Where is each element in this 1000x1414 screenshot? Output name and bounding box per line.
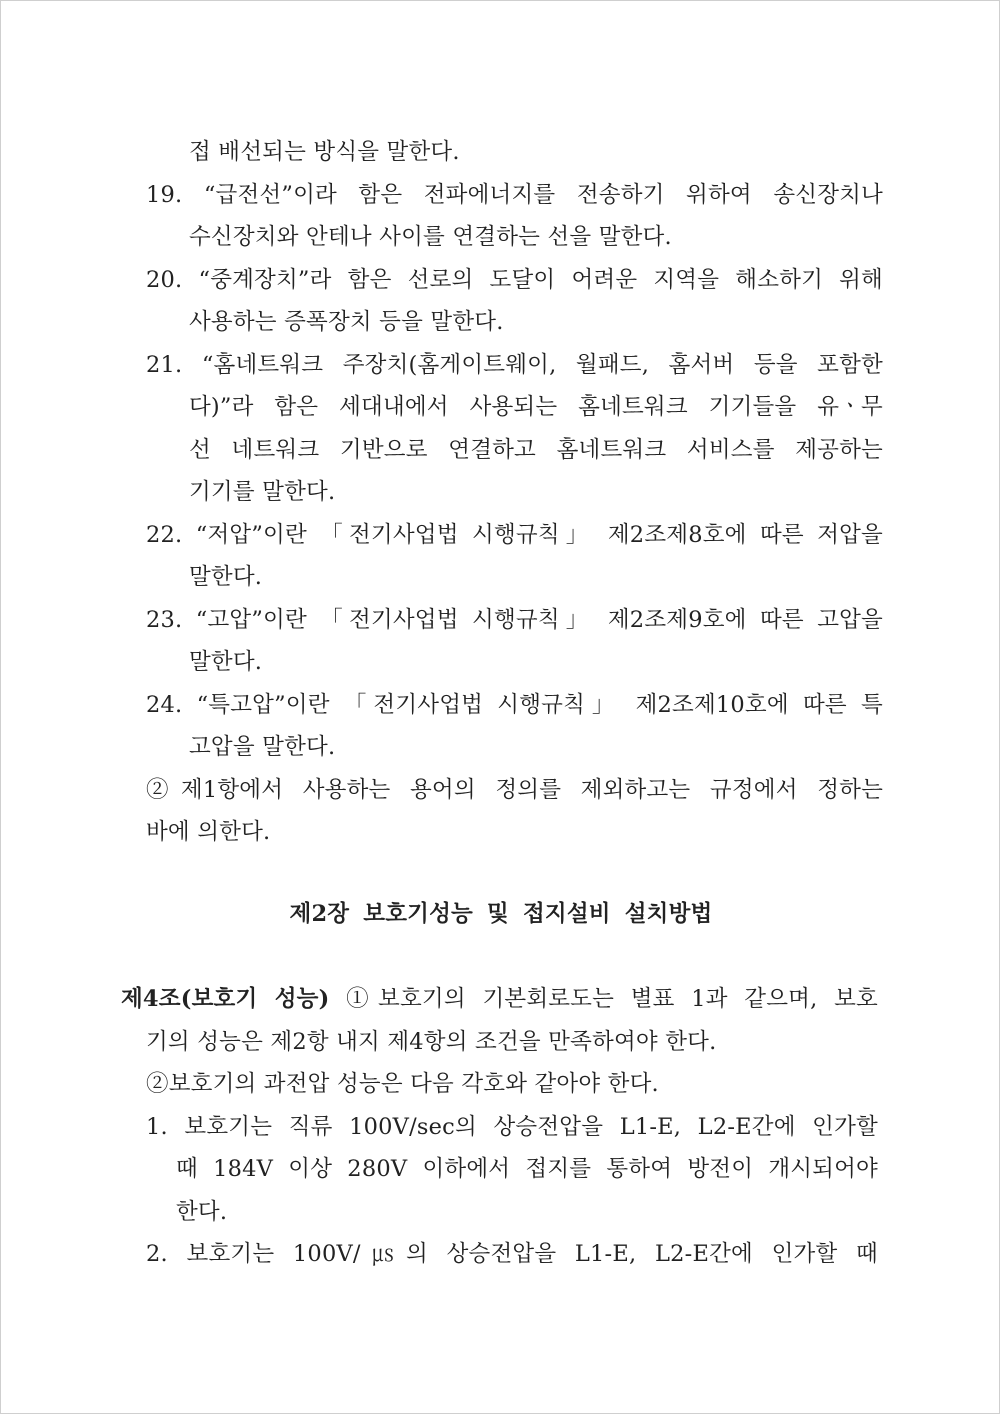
article-title: 제4조(보호기 성능) [121,986,330,1012]
chapter-heading: 제2장 보호기성능 및 접지설비 설치방법 [289,901,713,927]
text-line: 말한다. [189,564,263,590]
text-line: 접 배선되는 방식을 말한다. [189,139,460,165]
article-text: ①보호기의 기본회로도는 별표 1과 같으며, 보호 [329,986,878,1012]
definition-item-20: 20. “중계장치”라 함은 선로의 도달이 어려운 지역을 해소하기 위해 [146,267,883,293]
text-line: 바에 의한다. [146,819,271,845]
definition-item-22: 22. “저압”이란 「전기사업법 시행규칙」 제2조제8호에 따른 저압을 [146,522,883,548]
text-line: 선 네트워크 기반으로 연결하고 홈네트워크 서비스를 제공하는 [189,437,883,463]
text-line: 기의 성능은 제2항 내지 제4항의 조건을 만족하여야 한다. [146,1029,717,1055]
item-1: 1. 보호기는 직류 100V/sec의 상승전압을 L1-E, L2-E간에 인가할 [146,1114,878,1140]
text-line: 사용하는 증폭장치 등을 말한다. [189,309,504,335]
paragraph-2: ②보호기의 과전압 성능은 다음 각호와 같아야 한다. [146,1071,659,1097]
item-2: 2. 보호기는 100V/㎲의 상승전압을 L1-E, L2-E간에 인가할 때 [146,1241,878,1267]
definition-item-19: 19. “급전선”이라 함은 전파에너지를 전송하기 위하여 송신장치나 [146,182,883,208]
definition-item-23: 23. “고압”이란 「전기사업법 시행규칙」 제2조제9호에 따른 고압을 [146,607,883,633]
article-4 [121,979,878,1019]
definition-item-24: 24. “특고압”이란 「전기사업법 시행규칙」 제2조제10호에 따른 특 [146,692,883,718]
text-line: 고압을 말한다. [189,734,336,760]
text-line: 때 184V 이상 280V 이하에서 접지를 통하여 방전이 개시되어야 [176,1156,878,1182]
text-line: 한다. [176,1199,228,1225]
text-line: 기기를 말한다. [189,479,336,505]
definition-item-21: 21. “홈네트워크 주장치(홈게이트웨이, 월패드, 홈서버 등을 포함한 [146,352,883,378]
text-line: 다)”라 함은 세대내에서 사용되는 홈네트워크 기기들을 유ㆍ무 [189,394,883,420]
text-line: 수신장치와 안테나 사이를 연결하는 선을 말한다. [189,224,672,250]
paragraph-2: ②제1항에서 사용하는 용어의 정의를 제외하고는 규정에서 정하는 [146,777,883,803]
text-line: 말한다. [189,649,263,675]
